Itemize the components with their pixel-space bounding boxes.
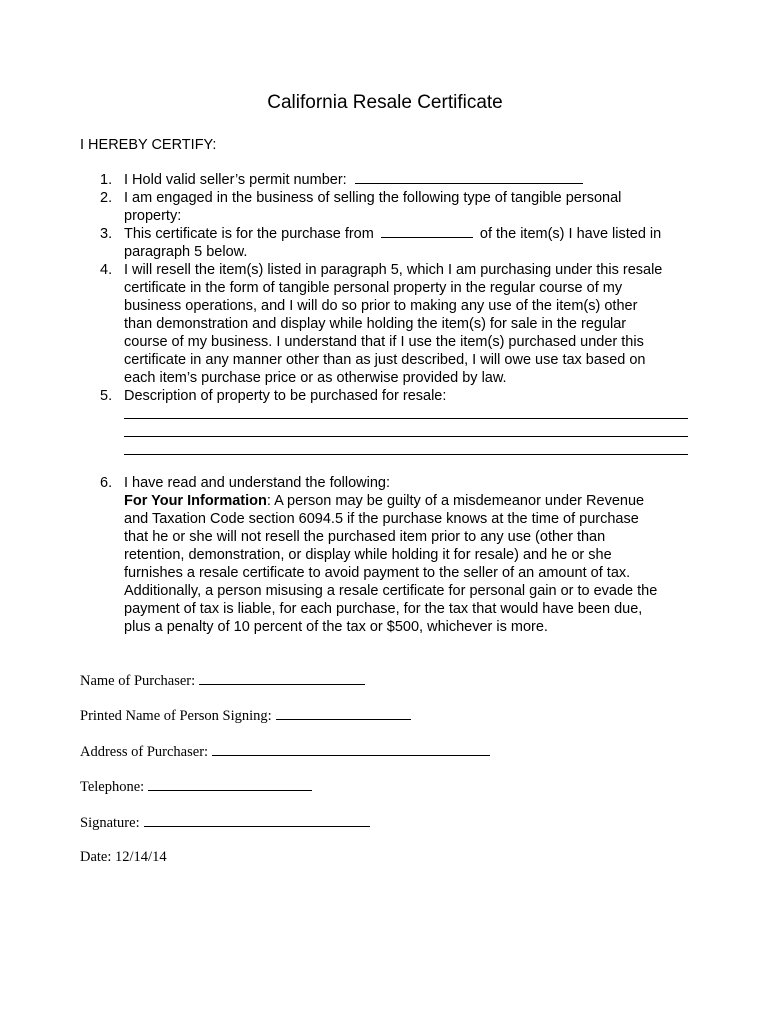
- item-4-line: than demonstration and display while holding the item(s) for sale in the regular: [124, 316, 627, 332]
- fyi-line: furnishes a resale certificate to avoid payment to the seller of an amount of tax.: [124, 565, 631, 581]
- fyi-first-line: [124, 492, 690, 510]
- item-number-5: 5.: [100, 388, 113, 404]
- item-3-text-b: of the item(s) I have listed in: [479, 226, 662, 242]
- description-line-2[interactable]: [124, 436, 688, 437]
- name-of-purchaser-label: Name of Purchaser:: [80, 673, 196, 689]
- item-4-line: course of my business. I understand that if I use the item(s) purchased under this: [124, 334, 644, 350]
- printed-name-label: Printed Name of Person Signing:: [80, 708, 272, 724]
- fyi-label: For Your Information: [124, 493, 267, 509]
- seller-name-blank[interactable]: [381, 225, 473, 238]
- item-4-line: certificate in the form of tangible personal property in the regular course of my: [124, 280, 623, 296]
- item-4-line: I will resell the item(s) listed in paragraph 5, which I am purchasing under this resale: [124, 262, 663, 278]
- item-1-text: I Hold valid seller’s permit number:: [124, 172, 347, 188]
- item-number-1: 1.: [100, 172, 113, 188]
- item-number-2: 2.: [100, 190, 113, 206]
- item-2: [124, 189, 690, 225]
- fyi-line: Additionally, a person misusing a resale certificate for personal gain or to evade the: [124, 583, 658, 599]
- printed-name-row: [80, 706, 411, 725]
- printed-name-field[interactable]: [276, 706, 411, 720]
- certify-heading: I HEREBY CERTIFY:: [80, 137, 217, 153]
- signature-field[interactable]: [144, 813, 370, 827]
- fyi-line: retention, demonstration, or display while holding it for resale) and he or she: [124, 547, 612, 563]
- description-line-1[interactable]: [124, 418, 688, 419]
- item-2-line-2: property:: [124, 208, 182, 224]
- fyi-line: and Taxation Code section 6094.5 if the purchase knows at the time of purchase: [124, 511, 639, 527]
- item-4-line: business operations, and I will do so prior to making any use of the item(s) other: [124, 298, 638, 314]
- fyi-first-text: : A person may be guilty of a misdemeanor under Revenue: [266, 493, 645, 509]
- item-6-text: I have read and understand the following:: [124, 475, 391, 491]
- item-6: [124, 474, 690, 636]
- address-field[interactable]: [212, 742, 490, 756]
- date-row: [80, 848, 167, 866]
- item-5-text: Description of property to be purchased for resale:: [124, 388, 447, 404]
- item-4-line: each item’s purchase price or as otherwise provided by law.: [124, 370, 507, 386]
- fyi-line: payment of tax is liable, for each purchase, for the tax that would have been due,: [124, 601, 643, 617]
- signature-row: [80, 813, 370, 832]
- date-value: 12/14/14: [115, 849, 167, 865]
- telephone-row: [80, 777, 312, 796]
- address-label: Address of Purchaser:: [80, 744, 209, 760]
- item-2-line-1: I am engaged in the business of selling the following type of tangible personal: [124, 190, 622, 206]
- telephone-label: Telephone:: [80, 779, 145, 795]
- item-3-text-a: This certificate is for the purchase from: [124, 226, 374, 242]
- name-of-purchaser-row: [80, 671, 365, 690]
- item-4-line: certificate in any manner other than as just described, I will owe use tax based on: [124, 352, 646, 368]
- item-number-6: 6.: [100, 475, 113, 491]
- signature-label: Signature:: [80, 815, 140, 831]
- page-title: California Resale Certificate: [267, 92, 503, 113]
- item-number-4: 4.: [100, 262, 113, 278]
- item-4: [124, 261, 690, 387]
- permit-number-blank[interactable]: [355, 171, 583, 184]
- fyi-line: that he or she will not resell the purchased item prior to any use (other than: [124, 529, 606, 545]
- date-label: Date:: [80, 849, 112, 865]
- fyi-line: plus a penalty of 10 percent of the tax or $500, whichever is more.: [124, 619, 548, 635]
- item-number-3: 3.: [100, 226, 113, 242]
- address-row: [80, 742, 490, 761]
- telephone-field[interactable]: [148, 777, 312, 791]
- description-line-3[interactable]: [124, 454, 688, 455]
- item-1: [124, 171, 690, 189]
- item-3-line-2: paragraph 5 below.: [124, 244, 248, 260]
- name-of-purchaser-field[interactable]: [199, 671, 365, 685]
- item-3: [124, 225, 690, 261]
